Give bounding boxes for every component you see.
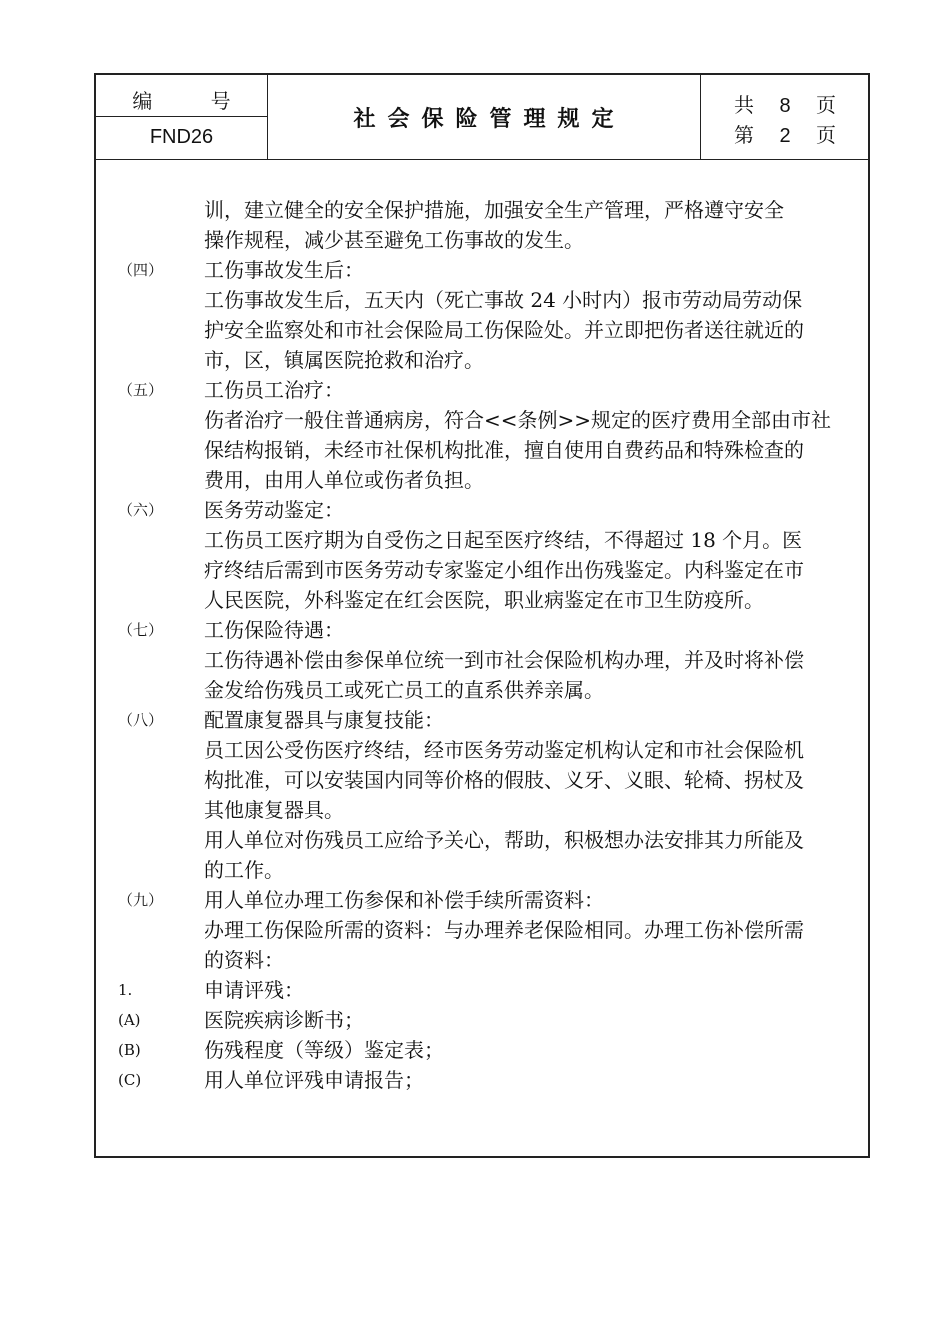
line-text: 用人单位对伤残员工应给予关心，帮助，积极想办法安排其力所能及 <box>204 828 804 852</box>
current-page-suffix: 页 <box>816 123 836 147</box>
line-text: 金发给伤残员工或死亡员工的直系供养亲属。 <box>204 678 604 702</box>
line-text: 市，区，镇属医院抢救和治疗。 <box>204 348 484 372</box>
line-text: 护安全监察处和市社会保险局工伤保险处。并立即把伤者送往就近的 <box>204 318 804 342</box>
total-pages-suffix: 页 <box>816 93 836 117</box>
text-line <box>96 765 868 795</box>
line-text: 工伤员工医疗期为自受伤之日起至医疗终结，不得超过 18 个月。医 <box>204 528 803 552</box>
line-text: 工伤员工治疗： <box>204 378 344 402</box>
line-text: 其他康复器具。 <box>204 798 344 822</box>
line-text: 构批准，可以安装国内同等价格的假肢、义牙、义眼、轮椅、拐杖及 <box>204 768 804 792</box>
line-text: 申请评残： <box>204 978 304 1002</box>
text-line <box>96 1005 868 1035</box>
section-marker: （四） <box>118 261 164 279</box>
text-line <box>96 1035 868 1065</box>
document-body <box>96 75 868 1156</box>
line-text: 员工因公受伤医疗终结，经市医务劳动鉴定机构认定和市社会保险机 <box>204 738 804 762</box>
text-line <box>96 645 868 675</box>
text-line <box>96 675 868 705</box>
text-line <box>96 435 868 465</box>
total-pages: 8 <box>779 95 791 117</box>
line-text: 疗终结后需到市医务劳动专家鉴定小组作出伤残鉴定。内科鉴定在市 <box>204 558 804 582</box>
text-line <box>96 315 868 345</box>
text-line <box>96 735 868 765</box>
line-text: 医务劳动鉴定： <box>204 498 344 522</box>
document-title: 社会保险管理规定 <box>353 106 626 132</box>
text-line <box>96 885 868 915</box>
section-marker: (A) <box>118 1011 141 1029</box>
text-line <box>96 915 868 945</box>
text-line <box>96 195 868 225</box>
text-line <box>96 705 868 735</box>
text-line <box>96 375 868 405</box>
line-text: 配置康复器具与康复技能： <box>204 708 444 732</box>
line-text: 保结构报销，未经市社保机构批准，擅自使用自费药品和特殊检查的 <box>204 438 804 462</box>
line-text: 伤残程度（等级）鉴定表； <box>204 1038 444 1062</box>
section-marker: (B) <box>118 1041 141 1059</box>
text-line <box>96 795 868 825</box>
line-text: 办理工伤保险所需的资料：与办理养老保险相同。办理工伤补偿所需 <box>204 918 804 942</box>
line-text: 用人单位办理工伤参保和补偿手续所需资料： <box>204 888 604 912</box>
line-text: 医院疾病诊断书； <box>204 1008 364 1032</box>
section-marker: （七） <box>118 621 164 639</box>
text-line <box>96 495 868 525</box>
text-line <box>96 345 868 375</box>
text-line <box>96 525 868 555</box>
text-line <box>96 855 868 885</box>
line-text: 伤者治疗一般住普通病房，符合<<条例>>规定的医疗费用全部由市社 <box>204 408 832 432</box>
section-marker: （八） <box>118 711 164 729</box>
number-label: 编 号 <box>132 89 257 113</box>
text-line <box>96 405 868 435</box>
line-text: 人民医院，外科鉴定在红会医院，职业病鉴定在市卫生防疫所。 <box>204 588 764 612</box>
text-line <box>96 555 868 585</box>
section-marker: 1. <box>118 981 133 999</box>
current-page-prefix: 第 <box>734 123 754 147</box>
text-line <box>96 945 868 975</box>
section-marker: （九） <box>118 891 164 909</box>
line-text: 工伤保险待遇： <box>204 618 344 642</box>
text-line <box>96 225 868 255</box>
line-text: 工伤事故发生后，五天内（死亡事故 24 小时内）报市劳动局劳动保 <box>204 288 803 312</box>
section-marker: （六） <box>118 501 164 519</box>
section-marker: (C) <box>118 1071 142 1089</box>
total-pages-prefix: 共 <box>734 93 754 117</box>
text-line <box>96 585 868 615</box>
text-line <box>96 975 868 1005</box>
current-page: 2 <box>779 125 791 147</box>
line-text: 费用，由用人单位或伤者负担。 <box>204 468 484 492</box>
section-marker: （五） <box>118 381 164 399</box>
document-frame <box>94 73 870 1158</box>
line-text: 的资料： <box>204 948 284 972</box>
line-text: 工伤待遇补偿由参保单位统一到市社会保险机构办理，并及时将补偿 <box>204 648 804 672</box>
line-text: 操作规程，减少甚至避免工伤事故的发生。 <box>204 228 584 252</box>
text-line <box>96 255 868 285</box>
line-text: 工伤事故发生后： <box>204 258 364 282</box>
line-text: 的工作。 <box>204 858 284 882</box>
text-line <box>96 285 868 315</box>
text-line <box>96 615 868 645</box>
text-line <box>96 1065 868 1095</box>
document-code: FND26 <box>149 126 214 148</box>
text-line <box>96 465 868 495</box>
line-text: 用人单位评残申请报告； <box>204 1068 424 1092</box>
text-line <box>96 825 868 855</box>
line-text: 训，建立健全的安全保护措施，加强安全生产管理，严格遵守安全 <box>204 198 784 222</box>
